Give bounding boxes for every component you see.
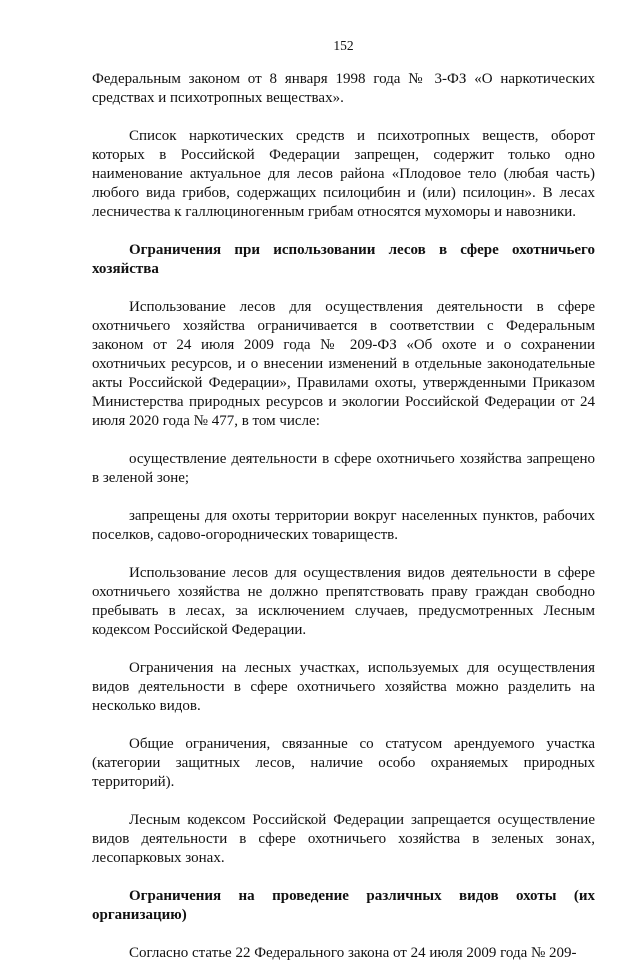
paragraph-hunting-law: Использование лесов для осуществления деятельности в сфере охотничьего хозяйства ограничивается в соответствии с Федеральным законом от 24 июля 2009 года № 209-ФЗ «Об охоте и о сохранении охотничьих ресурсов, и о внесении изменений в отдельные законодательные акты Российской Федерации», Правилами охоты, утвержденными Приказом Министерства природных ресурсов и экологии Российской Федерации от 24 июля 2020 года № 477, в том числе:: [92, 299, 595, 429]
paragraph-narcotics-list: Список наркотических средств и психотропных веществ, оборот которых в Российской Федерации запрещен, содержит только одно наименование актуальное для лесов района «Плодовое тело (любая часть) любого вида грибов, содержащих псилоцибин и (или) псилоцин». В лесах лесничества к галлюциногенным грибам относятся мухоморы и навозники.: [92, 128, 595, 220]
page-number: 152: [333, 38, 354, 53]
section-heading-hunting-types: Ограничения на проведение различных видов охоты (их организацию): [92, 888, 595, 923]
paragraph-settlements: запрещены для охоты территории вокруг населенных пунктов, рабочих поселков, садово-огороднических товариществ.: [92, 508, 595, 543]
paragraph-citizen-rights: Использование лесов для осуществления видов деятельности в сфере охотничьего хозяйства не должно препятствовать праву граждан свободно пребывать в лесах, за исключением случаев, предусмотренных Лесным кодексом Российской Федерации.: [92, 565, 595, 638]
paragraph-restriction-types: Ограничения на лесных участках, используемых для осуществления видов деятельности в сфере охотничьего хозяйства можно разделить на несколько видов.: [92, 660, 595, 714]
paragraph-green-zone: осуществление деятельности в сфере охотничьего хозяйства запрещено в зеленой зоне;: [92, 451, 595, 486]
section-heading-hunting: Ограничения при использовании лесов в сфере охотничьего хозяйства: [92, 242, 595, 277]
paragraph-law-reference: Федеральным законом от 8 января 1998 года № 3-ФЗ «О наркотических средствах и психотропных веществах».: [92, 71, 595, 106]
paragraph-general-restrictions: Общие ограничения, связанные со статусом арендуемого участка (категории защитных лесов, наличие особо охраняемых природных территорий).: [92, 736, 595, 790]
paragraph-article-22: Согласно статье 22 Федерального закона от 24 июля 2009 года № 209-: [129, 945, 577, 961]
paragraph-forest-code: Лесным кодексом Российской Федерации запрещается осуществление видов деятельности в сфере охотничьего хозяйства в зеленых зонах, лесопарковых зонах.: [92, 812, 595, 866]
